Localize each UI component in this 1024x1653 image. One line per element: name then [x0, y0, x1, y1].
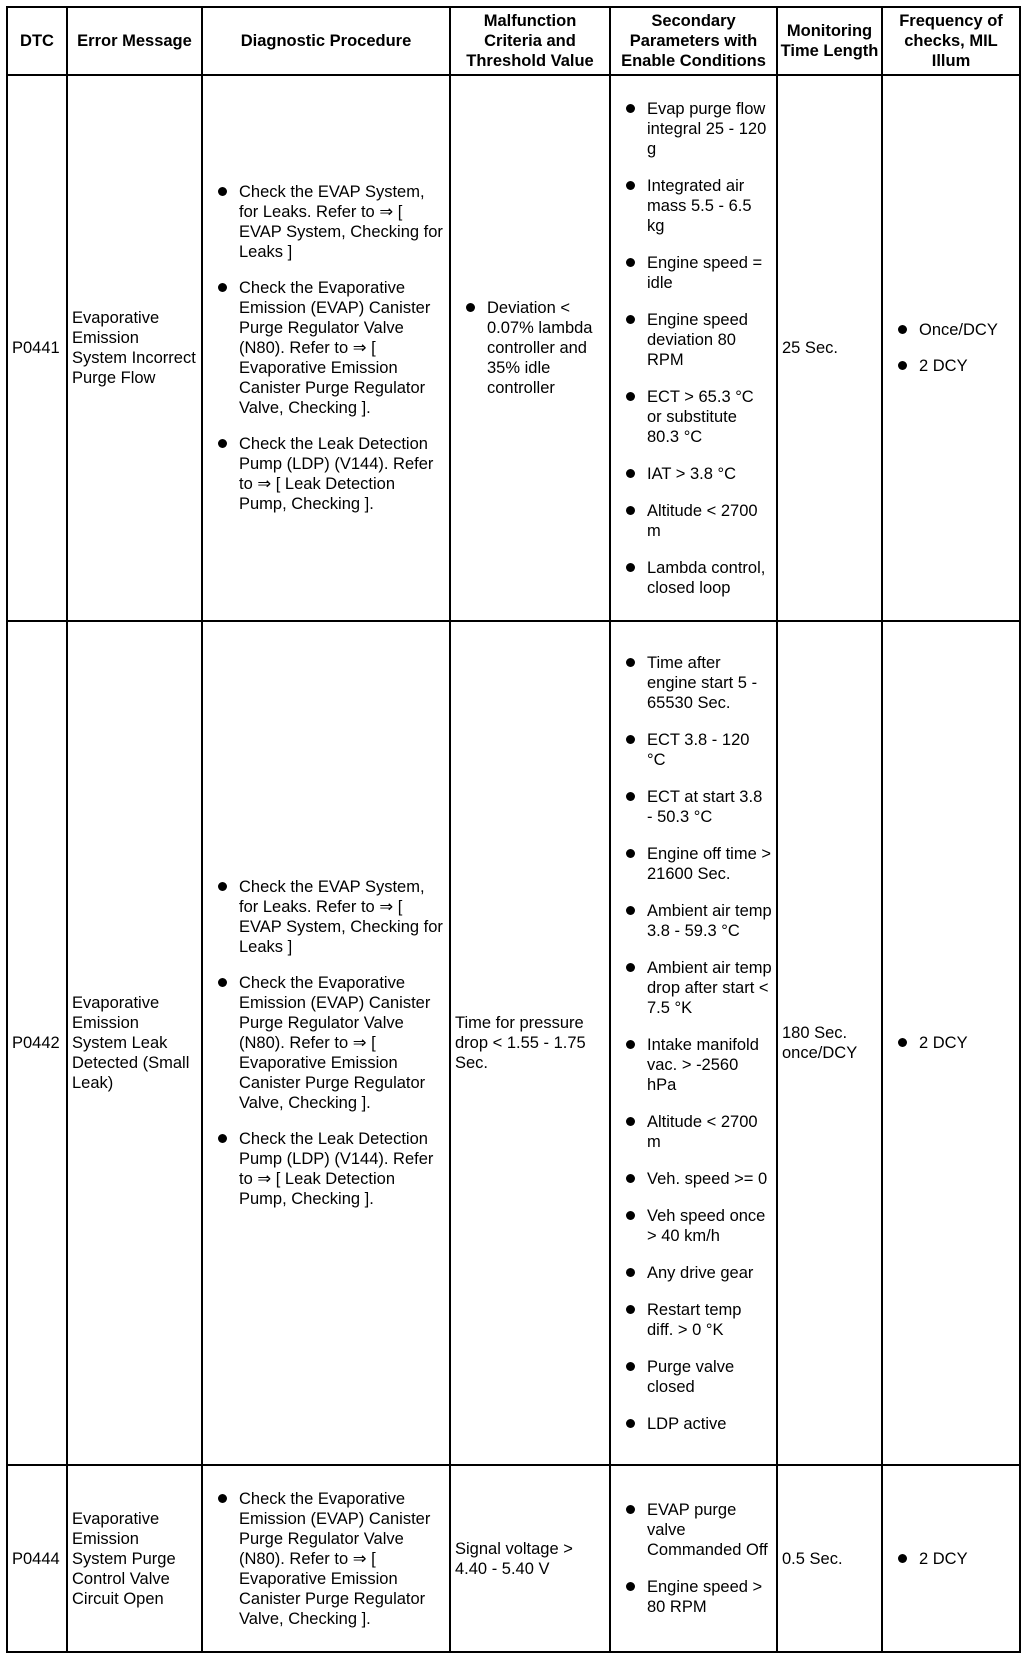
parameter-item: Altitude < 2700 m: [615, 1112, 772, 1152]
procedure-item: Check the Leak Detection Pump (LDP) (V144). Refer to ⇒ [ Leak Detection Pump, Checking ].: [207, 434, 445, 514]
parameter-item: LDP active: [615, 1414, 772, 1434]
monitoring-time: 180 Sec. once/DCY: [777, 621, 882, 1465]
diagnostic-procedure: [202, 75, 450, 621]
parameter-item: Time after engine start 5 - 65530 Sec.: [615, 653, 772, 713]
parameter-item: Engine off time > 21600 Sec.: [615, 844, 772, 884]
header-monitoring-time: Monitoring Time Length: [777, 7, 882, 75]
frequency-item: Once/DCY: [887, 320, 1015, 340]
parameter-item: Engine speed deviation 80 RPM: [615, 310, 772, 370]
error-message: Evaporative Emission System Purge Control Valve Circuit Open: [67, 1465, 202, 1652]
criteria-item: Deviation < 0.07% lambda controller and 35% idle controller: [455, 298, 605, 398]
monitoring-time: 25 Sec.: [777, 75, 882, 621]
parameter-item: Veh. speed >= 0: [615, 1169, 772, 1189]
parameter-item: EVAP purge valve Commanded Off: [615, 1500, 772, 1560]
header-secondary-parameters: Secondary Parameters with Enable Conditions: [610, 7, 777, 75]
procedure-item: Check the Evaporative Emission (EVAP) Canister Purge Regulator Valve (N80). Refer to ⇒ [ Evaporative Emission Canister Purge Regulator Valve, Checking ].: [207, 973, 445, 1113]
header-error-message: Error Message: [67, 7, 202, 75]
table-row: [7, 621, 1020, 1465]
parameter-item: Ambient air temp drop after start < 7.5 °K: [615, 958, 772, 1018]
dtc-code: P0441: [7, 75, 67, 621]
dtc-code: P0444: [7, 1465, 67, 1652]
parameter-item: Purge valve closed: [615, 1357, 772, 1397]
parameter-item: Altitude < 2700 m: [615, 501, 772, 541]
malfunction-criteria: Signal voltage > 4.40 - 5.40 V: [450, 1465, 610, 1652]
procedure-item: Check the Leak Detection Pump (LDP) (V144). Refer to ⇒ [ Leak Detection Pump, Checking ].: [207, 1129, 445, 1209]
dtc-table: [6, 6, 1021, 1653]
malfunction-criteria: Time for pressure drop < 1.55 - 1.75 Sec.: [450, 621, 610, 1465]
secondary-parameters: [610, 1465, 777, 1652]
parameter-item: ECT at start 3.8 - 50.3 °C: [615, 787, 772, 827]
parameter-item: Any drive gear: [615, 1263, 772, 1283]
frequency: [882, 621, 1020, 1465]
header-diagnostic-procedure: Diagnostic Procedure: [202, 7, 450, 75]
diagnostic-procedure: [202, 1465, 450, 1652]
table-row: [7, 1465, 1020, 1652]
procedure-item: Check the Evaporative Emission (EVAP) Canister Purge Regulator Valve (N80). Refer to ⇒ [ Evaporative Emission Canister Purge Regulator Valve, Checking ].: [207, 1489, 445, 1629]
header-frequency: Frequency of checks, MIL Illum: [882, 7, 1020, 75]
secondary-parameters: [610, 75, 777, 621]
parameter-item: ECT > 65.3 °C or substitute 80.3 °C: [615, 387, 772, 447]
frequency: [882, 75, 1020, 621]
parameter-item: Evap purge flow integral 25 - 120 g: [615, 99, 772, 159]
header-malfunction-criteria: Malfunction Criteria and Threshold Value: [450, 7, 610, 75]
parameter-item: Intake manifold vac. > -2560 hPa: [615, 1035, 772, 1095]
procedure-item: Check the EVAP System, for Leaks. Refer to ⇒ [ EVAP System, Checking for Leaks ]: [207, 182, 445, 262]
header-row: [7, 7, 1020, 75]
parameter-item: Integrated air mass 5.5 - 6.5 kg: [615, 176, 772, 236]
parameter-item: Ambient air temp 3.8 - 59.3 °C: [615, 901, 772, 941]
parameter-item: Engine speed = idle: [615, 253, 772, 293]
frequency-item: 2 DCY: [887, 1033, 1015, 1053]
secondary-parameters: [610, 621, 777, 1465]
parameter-item: IAT > 3.8 °C: [615, 464, 772, 484]
parameter-item: Engine speed > 80 RPM: [615, 1577, 772, 1617]
malfunction-criteria: [450, 75, 610, 621]
frequency: [882, 1465, 1020, 1652]
table-row: [7, 75, 1020, 621]
error-message: Evaporative Emission System Incorrect Purge Flow: [67, 75, 202, 621]
parameter-item: Restart temp diff. > 0 °K: [615, 1300, 772, 1340]
monitoring-time: 0.5 Sec.: [777, 1465, 882, 1652]
parameter-item: Veh speed once > 40 km/h: [615, 1206, 772, 1246]
parameter-item: ECT 3.8 - 120 °C: [615, 730, 772, 770]
dtc-code: P0442: [7, 621, 67, 1465]
frequency-item: 2 DCY: [887, 356, 1015, 376]
diagnostic-procedure: [202, 621, 450, 1465]
frequency-item: 2 DCY: [887, 1549, 1015, 1569]
procedure-item: Check the EVAP System, for Leaks. Refer to ⇒ [ EVAP System, Checking for Leaks ]: [207, 877, 445, 957]
procedure-item: Check the Evaporative Emission (EVAP) Canister Purge Regulator Valve (N80). Refer to ⇒ [ Evaporative Emission Canister Purge Regulator Valve, Checking ].: [207, 278, 445, 418]
parameter-item: Lambda control, closed loop: [615, 558, 772, 598]
error-message: Evaporative Emission System Leak Detected (Small Leak): [67, 621, 202, 1465]
header-dtc: DTC: [7, 7, 67, 75]
